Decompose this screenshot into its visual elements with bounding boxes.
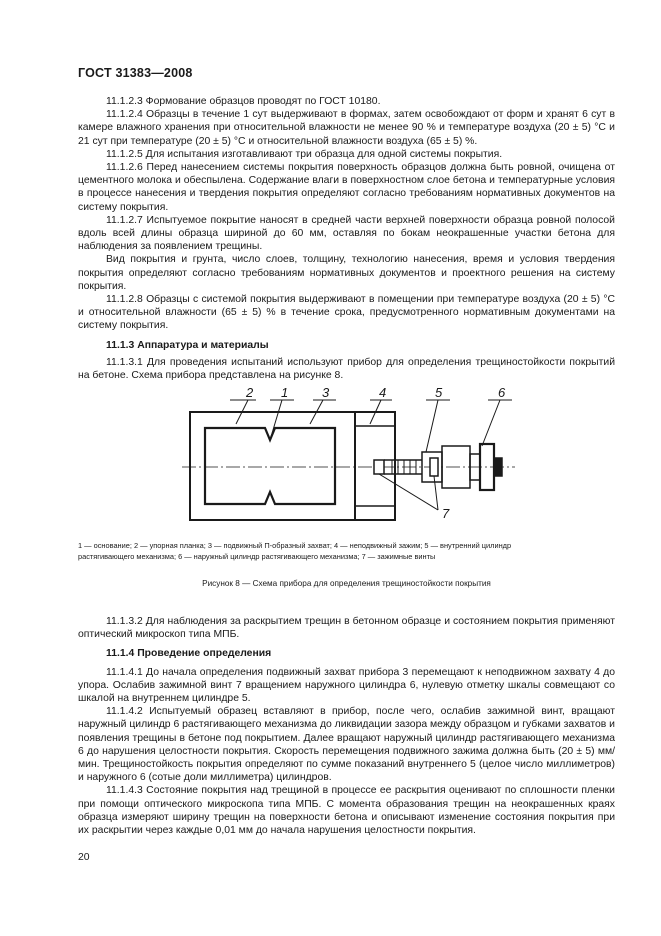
label-3: 3 (322, 385, 330, 400)
legend-line: 1 — основание; 2 — упорная планка; 3 — подвижный П-образный захват; 4 — неподвижный зажим; 5 — внутренний цилиндр (78, 541, 512, 550)
paragraph: 11.1.2.3 Формование образцов проводят по ГОСТ 10180. (106, 96, 381, 107)
device-schematic (170, 380, 520, 530)
section-heading: 11.1.3 Аппаратура и материалы (106, 339, 269, 351)
page-number: 20 (78, 852, 90, 863)
page-header: ГОСТ 31383—2008 (78, 66, 193, 80)
paragraph: 11.1.4.2 Испытуемый образец вставляют в прибор, после чего, ослабив зажимной винт, вращают наружный цилиндр 6 растягивающего механизма до ликвидации зазора между образцом и губками захватов и появления трещины в бетоне под покрытием. Далее вращают наружный цилиндр растягивающего механизма 6 до нарушения целостности покрытия. Скорость перемещения подвижного зажима должна быть (20 ± 5) мм/мин. Трещиностойкость покрытия определяют по сумме показаний внутреннего 5 (целое число миллиметров) и наружного 6 (сотые доли миллиметра) цилиндров. (78, 706, 615, 784)
label-7: 7 (442, 506, 450, 521)
paragraph: 11.1.2.8 Образцы с системой покрытия выдерживают в помещении при температуре воздуха (20 ± 5) °С и относительной влажности (65 ± 5) % в течение срока, предусмотренного нормативным документами на систему покрытия. (78, 294, 615, 332)
figure-legend (78, 541, 615, 562)
section-heading: 11.1.4 Проведение определения (106, 648, 272, 660)
paragraph: 11.1.2.7 Испытуемое покрытие наносят в средней части верхней поверхности образца ровной полосой вдоль всей длины образца шириной до 60 мм, оставляя по бокам неокрашенные участки бетона для наблюдения за появлением трещины. (78, 214, 615, 253)
label-4: 4 (379, 385, 387, 400)
paragraph: 11.1.2.6 Перед нанесением системы покрытия поверхность образцов должна быть ровной, очищена от цементного молока и обеспылена. Содержание влаги в поверхностном слое бетона и температурные условия в процессе нанесения и твердения покрытия определяют согласно требованиям нормативных документов на систему покрытия. (78, 162, 615, 213)
text-block-2 (78, 615, 615, 837)
paragraph: 11.1.4.3 Состояние покрытия над трещиной в процессе ее раскрытия оценивают по сплошности пленки при помощи оптического микроскопа типа МПБ. С момента образования трещин на неокрашенных краях образца измеряют ширину трещин на поверхности бетона и описывают изменение состояния покрытия при их раскрытии через каждые 0,01 мм до начала нарушения целостности покрытия. (78, 785, 615, 837)
paragraph: 11.1.3.2 Для наблюдения за раскрытием трещин в бетонном образце и состоянием покрытия применяют оптический микроскоп типа МПБ. (78, 616, 615, 641)
figure-caption: Рисунок 8 — Схема прибора для определения трещиностойкости покрытия (202, 579, 491, 588)
paragraph: 11.1.3.1 Для проведения испытаний используют прибор для определения трещиностойкости покрытий на бетоне. Схема прибора представлена на рисунке 8. (78, 356, 615, 382)
text-block-1 (78, 95, 615, 382)
paragraph: 11.1.4.1 До начала определения подвижный захват прибора 3 перемещают к неподвижном захвату 4 до упора. Ослабив зажимной винт 7 вращением наружного цилиндра 6, нулевую отметку шкалы совмещают со шкалой на внутреннем цилиндре 5. (78, 666, 615, 705)
paragraph: Вид покрытия и грунта, число слоев, толщину, технологию нанесения, время и условия твердения покрытия определяют согласно требованиям нормативных документов и проектного решения на систему покрытия. (78, 254, 615, 292)
paragraph: 11.1.2.4 Образцы в течение 1 сут выдерживают в формах, затем освобождают от форм и хранят 6 сут в камере влажного хранения при относительной влажности не менее 90 % и температуре воздуха (20 ± 5) °С и 21 сут при температуре (20 ± 5) °С и относительной влажности воздуха (65 ± 5) %. (78, 109, 615, 147)
label-2: 2 (246, 385, 254, 400)
label-1: 1 (281, 385, 289, 400)
label-6: 6 (498, 385, 506, 400)
paragraph: 11.1.2.5 Для испытания изготавливают три образца для одной системы покрытия. (106, 148, 503, 160)
label-5: 5 (435, 385, 443, 400)
clamp-screw-left (374, 460, 384, 474)
legend-line: растягивающего механизма; 6 — наружный цилиндр растягивающего механизма; 7 — зажимные винты (78, 551, 436, 561)
